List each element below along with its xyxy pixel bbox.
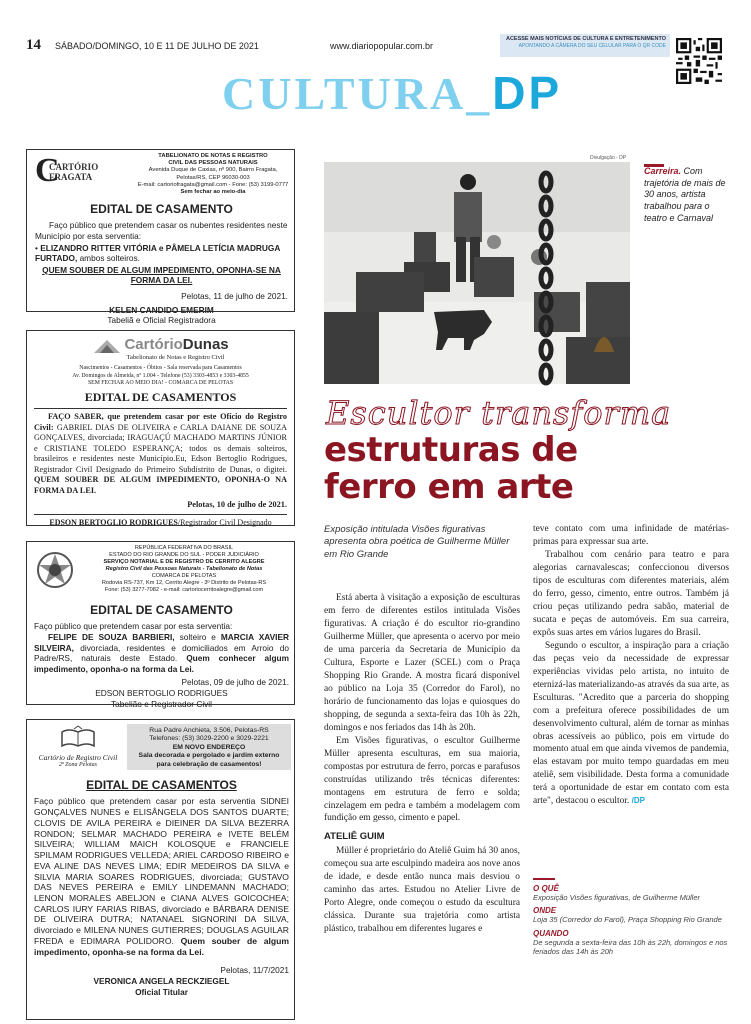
dunas-logo — [27, 336, 294, 362]
cerrito-body — [34, 600, 289, 709]
fragata-h5: E-mail: cartoriofragata@gmail.com - Fone: (53) 3199-0777 — [137, 181, 289, 188]
fragata-couple: ELIZANDRO RITTER VITÓRIA e PÂMELA LETÍCIA MADRUGA FURTADO, — [35, 242, 281, 264]
zona-logo — [33, 726, 123, 768]
fragata-logo-mark: C — [35, 152, 60, 189]
zona-h3: EM NOVO ENDEREÇO — [172, 743, 246, 751]
zona-date: Pelotas, 11/7/2021 — [220, 965, 289, 976]
cerrito-p1: Faço público que pretendem casar por esta serventia: — [34, 621, 233, 632]
cerrito-role: Tabelião e Registrador Civil — [111, 698, 212, 709]
fragata-h2: CIVIL DAS PESSOAS NATURAIS — [168, 160, 258, 167]
subhead: ATELIÊ GUIM — [324, 831, 385, 843]
body-p3: Müller é proprietário do Ateliê Guim há 30 anos, começou sua arte esculpindo madeira aos nove anos de idade, e desde então nunca mais desviou o caminho das artes. Estudou no Atelier Livre de Porto Alegre, onde começou o estudo da escultura clássica. Durante sua trajetória como artista plástico, trabalhou em diferentes lugares e — [324, 846, 520, 935]
body-p4: teve contato com uma infinidade de matérias-primas para expressar sua arte. — [533, 524, 729, 547]
kicker-script: Escultor transforma — [326, 394, 672, 432]
cerrito-date: Pelotas, 09 de julho de 2021. — [181, 677, 289, 688]
dunas-intro2: que pretendem casar por este Ofício do Registro Civil: — [34, 412, 288, 432]
caption-title: Carreira. — [644, 166, 682, 176]
fragata-body — [35, 199, 288, 326]
dunas-logo-a: Cartório — [124, 336, 183, 353]
body-p6: Segundo o escultor, a inspiração para a criação das peças veio da necessidade de expressar experiências vividas pelo artista, no intuito de eternizá-las materializando-as através da sua arte, as Esculturas. "Acredito que a parceria do shopping com a prefeitura oferece possibilidades de um desenvolvimento cultural, além de tornar as minhas obras acessíveis ao público, pois em virtude do momento atual em que ainda vivemos de pandemia, elas estavam por muito tempo guardadas em meu ateliê, sem visibilidade. Desta forma a comunidade terá a oportunidade de estar em contato com esta arte", destacou o escultor. — [533, 640, 729, 807]
dunas-intro: FAÇO SABER, — [48, 412, 104, 422]
fragata-logo-line1: CARTÓRIO — [49, 162, 99, 172]
dp-tag: /DP — [631, 796, 645, 806]
dunas-info: todos os demais solteiros, brasileiros e residentes neste Município.Eu, Edson Bertoglio Rodrigues, Registrador Civil Designado do Primeiro Subdistrito de Dunas, o digitei. — [34, 443, 287, 474]
fragata-h1: TABELIONATO DE NOTAS E REGISTRO — [158, 153, 268, 159]
info-where: Loja 35 (Corredor do Farol), Praça Shopping Rio Grande — [533, 915, 722, 925]
cerrito-bride: MARCIA XAVIER SILVEIRA, — [34, 631, 289, 653]
info-what: Exposição Visões figurativas, de Guilherme Müller — [533, 893, 701, 902]
cerrito-sign: EDSON BERTOGLIO RODRIGUES — [95, 688, 228, 699]
zona-sign: VERONICA ANGELA RECKZIEGEL — [93, 975, 230, 986]
dunas-header — [27, 365, 294, 387]
qr-code-icon[interactable] — [676, 38, 722, 84]
dunas-body — [27, 390, 294, 528]
cerrito-h5: COMARCA DE PELOTAS — [151, 572, 217, 579]
fragata-date: Pelotas, 11 de julho de 2021. — [181, 291, 288, 302]
headline-line2: ferro em arte — [324, 467, 574, 508]
section-title-b: DP — [492, 67, 563, 119]
qr-promo-line1: ACESSE MAIS NOTÍCIAS DE CULTURA E ENTRETENIMENTO — [505, 36, 666, 42]
zona-couples: Faço público que pretendem casar por esta serventia SIDNEI GONÇALVES NUNES e ELISÂNGELA DOS SANTOS DUARTE; CLOVIS DE AVILA PEREIRA e DIEINER DA SILVA BEZERRA RONDON; SELMAR MACHADO PEREIRA e IVETE BELÉM SILVEIRA; WILLIAM MAICH KOLOSQUE e FRANCIELE SPILMAM RODRIGUES VELLEDA; ARIEL CARDOSO RIBEIRO e EVA ALINE DAS NEVES LIMA; EDIR MEDEIROS DA SILVA e SILVIA MARIA SOARES RODRIGUES, divorciada; GUSTAVO DAS NEVES PEREIRA e EMILY LINDEMANN MACHADO; LENON MORALES ABELJON e CIANA ALVES GOICOCHEA; CARLOS IURY FARIAS RIBAS, divorciado e BÁRBARA DENISE DE OLIVEIRA DUTRA; NATANAEL SIGNORINI DA SILVA, divorciado e MILENA NUNES GUTIERRES; DOUGLAS AGUILAR FREDA e EDIMARA POLIDORO. — [34, 796, 289, 946]
zona-h1: Rua Padre Anchieta, 3.506, Pelotas-RS — [149, 727, 269, 734]
section-title-a: CULTURA_ — [222, 68, 493, 119]
zona-warning: Quem souber de algum impedimento, oponha-se na forma da Lei. — [34, 935, 289, 957]
fragata-warning: QUEM SOUBER DE ALGUM IMPEDIMENTO, OPONHA-SE NA FORMA DA LEI. — [42, 264, 281, 286]
caption-text: Com trajetória de mais de 30 anos, artista trabalhou para o teatro e Carnaval — [644, 166, 726, 223]
notice-fragata — [26, 149, 295, 326]
zona-role: Oficial Titular — [135, 986, 188, 997]
fragata-h4: Pelotas/RS, CEP 96030-003 — [176, 174, 250, 181]
zona-h2: Telefones: (53) 3029-2200 e 3029-2221 — [149, 735, 269, 743]
dunas-couples: GABRIEL DIAS DE OLIVEIRA e CARLA DAIANE DE SOUZA GONÇALVES, divorciada; IRAGUAÇÚ MACHADO MARTINS JÚNIOR e CRISTIANE TOLEDO ESPERANÇA; — [34, 422, 287, 453]
site-url[interactable]: www.diariopopular.com.br — [330, 41, 434, 51]
info-where-label: ONDE — [533, 906, 557, 916]
cerrito-h6: Rodovia RS-737, Km 12, Cerrito Alegre - 3º Distrito de Pelotas-RS — [101, 579, 267, 586]
cerrito-h4: Registro Civil das Pessoas Naturais - Tabelionato de Notas — [105, 565, 263, 572]
body-p2: Em Visões figurativas, o escultor Guilherme Müller apresenta esculturas, em sua maioria, compostas por estrutura de ferro, porcas e parafusos construídas utilizando três técnicas diferentes: montagens em estrutura de ferro e solda; cinzelagem em pedra e também a modelagem com fundição em gesso, cimento e papel. — [324, 735, 520, 824]
cerrito-h3: SERVIÇO NOTARIAL E DE REGISTRO DE CERRITO ALEGRE — [103, 558, 265, 565]
dunas-h2: Av. Domingos de Almeida, nº 1.004 - Telefone (53) 3303-4853 e 3303-4855 — [72, 372, 249, 379]
cerrito-title: EDITAL DE CASAMENTO — [90, 603, 233, 617]
dunas-warning: QUEM SOUBER DE ALGUM IMPEDIMENTO, OPONHA-O NA FORMA DA LEI. — [34, 475, 287, 495]
cerrito-header — [77, 545, 291, 594]
cerrito-groom-status: solteiro e — [179, 631, 216, 642]
zona-header — [127, 724, 291, 770]
issue-date: SÁBADO/DOMINGO, 10 E 11 DE JULHO DE 2021 — [55, 41, 259, 51]
bullet-icon: • — [35, 242, 41, 253]
cerrito-h7: Fone: (53) 3277-7082 - e-mail: cartoriocerritoalegre@gmail.com — [104, 586, 264, 593]
deck: Exposição intitulada Visões figurativas apresenta obra poética de Guilherme Müller em Rio Grande — [324, 524, 510, 560]
dunas-title: EDITAL DE CASAMENTOS — [84, 390, 237, 405]
dunas-sign: EDSON BERTOGLIO RODRIGUES — [49, 518, 178, 528]
zona-body — [34, 775, 289, 997]
body-p1: Está aberta à visitação a exposição de esculturas em ferro de diferentes estilos intitulada Visões figurativas. A criação é do escultor rio-grandino Guilherme Müller, que apresenta o acervo por meio de uma parceria da Secretaria de Município da Cultura, Esporte e Lazer (SCEL) com o Praça Shopping Rio Grande. A mostra ficará disponível ao público na Loja 35 (Corredor do Farol), no horário de funcionamento das lojas e quiosques do shopping, de segunda a sexta-feira das 10h às 22h, domingos e nos feriados das 14h às 20h. — [324, 593, 520, 733]
dunas-logo-icon — [92, 337, 122, 357]
headline-line1: estruturas de — [324, 430, 578, 470]
info-when-label: QUANDO — [533, 928, 569, 938]
notice-cerrito — [26, 541, 295, 709]
cerrito-h2: ESTADO DO RIO GRANDE DO SUL - PODER JUDICIÁRIO — [109, 551, 259, 558]
cerrito-groom: FELIPE DE SOUZA BARBIERI, — [48, 631, 175, 642]
photo-credit: Divulgação - DP — [590, 155, 627, 161]
info-box — [533, 878, 729, 957]
zona-title: EDITAL DE CASAMENTOS — [86, 778, 237, 792]
info-what-label: O QUÊ — [533, 884, 559, 893]
notice-dunas — [26, 330, 295, 526]
fragata-logo — [35, 154, 105, 190]
dunas-date: Pelotas, 10 de julho de 2021. — [187, 500, 287, 510]
cerrito-info: divorciada, residentes e domiciliados em Arroio do Padre/RS, naturais deste Estado. — [34, 642, 289, 664]
fragata-header — [133, 153, 293, 196]
sculpture-photo — [324, 162, 630, 384]
fragata-role: Tabeliã e Oficial Registradora — [107, 315, 216, 326]
body-col2 — [533, 523, 729, 808]
dunas-h3: SEM FECHAR AO MEIO DIA! - COMARCA DE PELOTAS — [87, 379, 234, 386]
zona-logo-a: Cartório de Registro Civil — [38, 752, 118, 762]
dunas-logo-b: Dunas — [182, 336, 229, 353]
fragata-status: ambos solteiros. — [79, 253, 140, 264]
fragata-logo-line2: FRAGATA — [49, 172, 93, 182]
dunas-role: /Registrador Civil Designado — [177, 518, 272, 528]
photo-caption — [644, 166, 730, 224]
headline — [324, 432, 654, 507]
fragata-title: EDITAL DE CASAMENTO — [90, 202, 233, 216]
dunas-logo-sub: Tabelionato de Notas e Registro Civil — [126, 354, 225, 362]
fragata-h3: Avenida Duque de Caxias, nº 900, Bairro Fragata, — [148, 167, 278, 174]
cerrito-warning: Quem conhecer algum impedimento, oponha-o na forma da Lei. — [34, 653, 289, 674]
registry-book-icon — [60, 726, 96, 750]
notice-2a-zona — [26, 719, 295, 1020]
qr-promo — [500, 34, 670, 57]
cerrito-h1: REPÚBLICA FEDERATIVA DO BRASIL — [134, 545, 234, 551]
fragata-p1: Faço público que pretendem casar os nubentes residentes neste Município por esta serventia: — [35, 220, 288, 241]
section-title — [222, 67, 563, 119]
info-when: De segunda a sexta-feira das 10h às 22h, domingos e nos feriados das 14h às 20h — [533, 937, 728, 957]
zona-h5: para celebração de casamentos! — [156, 760, 262, 768]
zona-logo-b: 2ª Zona Pelotas — [59, 761, 97, 768]
fragata-h6: Sem fechar ao meio-dia — [180, 189, 246, 196]
brasil-coat-of-arms-icon — [35, 550, 75, 590]
qr-promo-line2: APONTANDO A CÂMERA DO SEU CELULAR PARA O QR CODE — [518, 43, 666, 49]
body-col1 — [324, 592, 520, 936]
fragata-sign: KELEN CANDIDO EMERIM — [109, 304, 214, 315]
zona-h4: Sala decorada e pergolado e jardim externo — [138, 752, 280, 760]
body-p5: Trabalhou com cenário para teatro e para alegorias carnavalescas; confeccionou diversos tipos de esculturas com diferentes materiais, além do ferro, gesso, cimento, entre outros. Também já criou peças utilizando pedra sabão, material de sucata e peças de automóveis. Em sua carreira, expôs suas artes em vários lugares do Brasil. — [533, 549, 729, 638]
page-number: 14 — [26, 37, 41, 53]
dunas-h1: Nascimentos - Casamentos - Óbitos - Sala reservada para Casamentos — [79, 365, 242, 372]
